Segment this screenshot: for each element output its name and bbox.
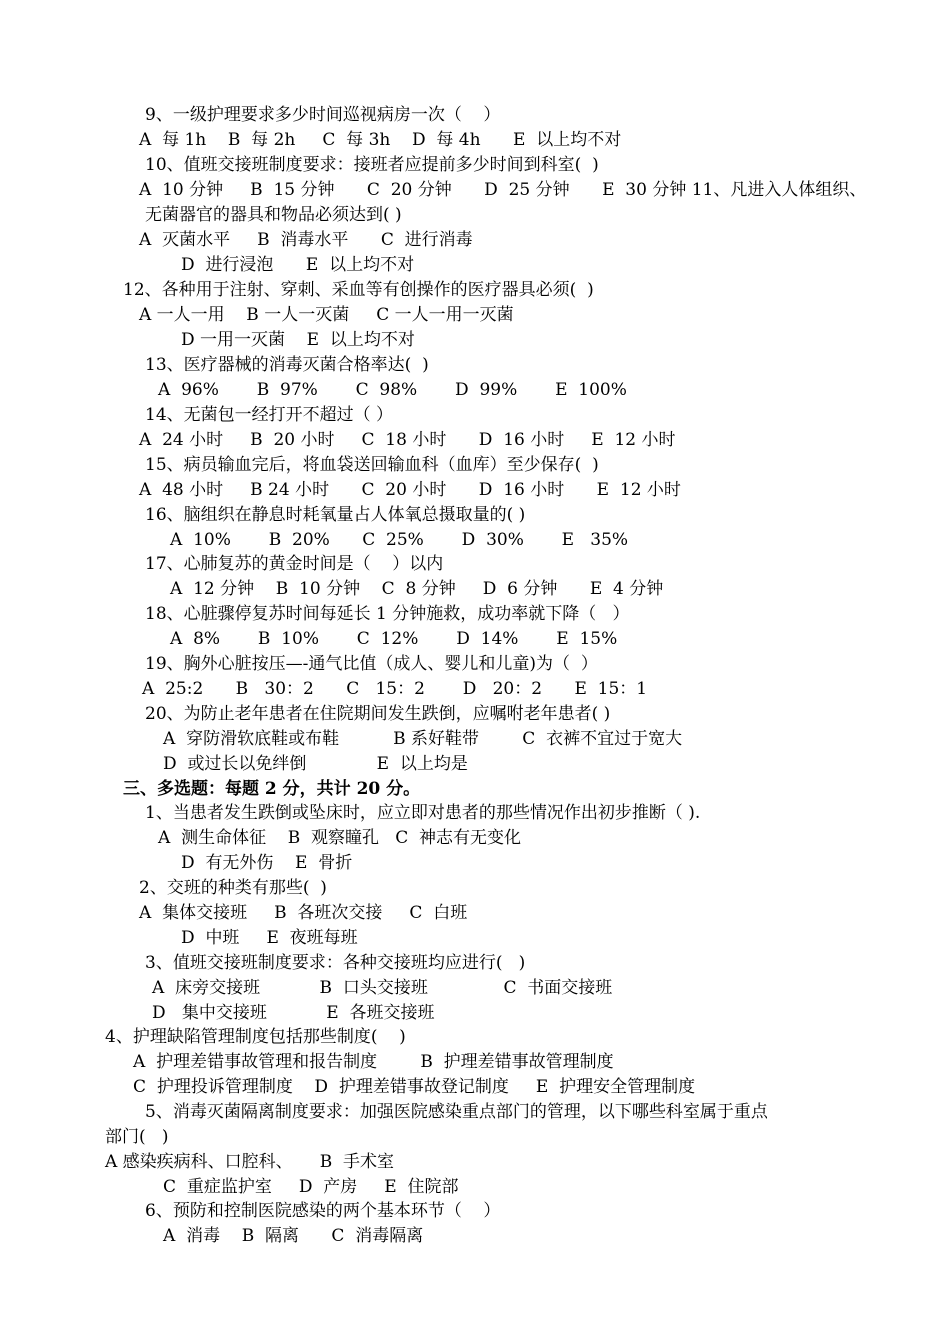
question-11-options-2: D 进行浸泡 E 以上均不对	[181, 255, 415, 275]
question-16: 16、脑组织在静息时耗氧量占人体氧总摄取量的( )	[145, 505, 526, 525]
mc-question-1-options-2: D 有无外伤 E 骨折	[181, 853, 353, 873]
question-20: 20、为防止老年患者在住院期间发生跌倒，应嘱咐老年患者( )	[145, 704, 611, 724]
mc-question-2-options-2: D 中班 E 夜班每班	[181, 928, 358, 948]
question-14: 14、无菌包一经打开不超过（ ）	[145, 405, 394, 425]
mc-question-2-options-1: A 集体交接班 B 各班次交接 C 白班	[139, 903, 468, 923]
question-10-options: A 10 分钟 B 15 分钟 C 20 分钟 D 25 分钟 E 30 分钟 11、凡进入人体组织、	[139, 180, 867, 200]
question-16-options: A 10% B 20% C 25% D 30% E 35%	[170, 530, 629, 550]
mc-question-5: 5、消毒灭菌隔离制度要求：加强医院感染重点部门的管理，以下哪些科室属于重点	[145, 1102, 768, 1122]
mc-question-6: 6、预防和控制医院感染的两个基本环节（ ）	[145, 1201, 501, 1221]
mc-question-3-options-1: A 床旁交接班 B 口头交接班 C 书面交接班	[152, 978, 613, 998]
question-19-options: A 25:2 B 30：2 C 15：2 D 20：2 E 15：1	[142, 679, 648, 699]
mc-question-5-options-2: C 重症监护室 D 产房 E 住院部	[163, 1177, 459, 1197]
mc-question-3: 3、值班交接班制度要求：各种交接班均应进行( )	[145, 953, 526, 973]
question-11-options-1: A 灭菌水平 B 消毒水平 C 进行消毒	[139, 230, 473, 250]
question-19: 19、胸外心脏按压—-通气比值（成人、婴儿和儿童)为（ ）	[145, 654, 598, 674]
question-20-options-1: A 穿防滑软底鞋或布鞋 B 系好鞋带 C 衣裤不宜过于宽大	[163, 729, 683, 749]
mc-question-2: 2、交班的种类有那些( )	[139, 878, 327, 898]
question-10: 10、值班交接班制度要求：接班者应提前多少时间到科室( )	[145, 155, 599, 175]
mc-question-3-options-2: D 集中交接班 E 各班交接班	[152, 1003, 435, 1023]
mc-question-4: 4、护理缺陷管理制度包括那些制度( )	[105, 1027, 406, 1047]
question-17-options: A 12 分钟 B 10 分钟 C 8 分钟 D 6 分钟 E 4 分钟	[170, 579, 664, 599]
question-12-options-2: D 一用一灭菌 E 以上均不对	[181, 330, 415, 350]
mc-question-4-options-2: C 护理投诉管理制度 D 护理差错事故登记制度 E 护理安全管理制度	[133, 1077, 696, 1097]
question-13: 13、医疗器械的消毒灭菌合格率达( )	[145, 355, 429, 375]
question-9-options: A 每 1h B 每 2h C 每 3h D 每 4h E 以上均不对	[139, 130, 622, 150]
question-15: 15、病员输血完后，将血袋送回输血科（血库）至少保存( )	[145, 455, 599, 475]
mc-question-1-options-1: A 测生命体征 B 观察瞳孔 C 神志有无变化	[158, 828, 522, 848]
question-13-options: A 96% B 97% C 98% D 99% E 100%	[158, 380, 627, 400]
mc-question-5-options-1: A 感染疾病科、口腔科、 B 手术室	[105, 1152, 394, 1172]
question-12-options-1: A 一人一用 B 一人一灭菌 C 一人一用一灭菌	[139, 305, 514, 325]
mc-question-4-options-1: A 护理差错事故管理和报告制度 B 护理差错事故管理制度	[133, 1052, 614, 1072]
question-18: 18、心脏骤停复苏时间每延长 1 分钟施救，成功率就下降（ ）	[145, 604, 630, 624]
question-12: 12、各种用于注射、穿刺、采血等有创操作的医疗器具必须( )	[123, 280, 594, 300]
question-9: 9、一级护理要求多少时间巡视病房一次（ ）	[145, 105, 501, 125]
question-18-options: A 8% B 10% C 12% D 14% E 15%	[170, 629, 618, 649]
section-heading-multiple-choice: 三、多选题：每题 2 分，共计 20 分。	[123, 779, 421, 799]
question-20-options-2: D 或过长以免绊倒 E 以上均是	[163, 754, 468, 774]
mc-question-1: 1、当患者发生跌倒或坠床时，应立即对患者的那些情况作出初步推断（ ).	[145, 803, 701, 823]
question-11-continued: 无菌器官的器具和物品必须达到( )	[145, 205, 402, 225]
question-14-options: A 24 小时 B 20 小时 C 18 小时 D 16 小时 E 12 小时	[139, 430, 676, 450]
question-15-options: A 48 小时 B 24 小时 C 20 小时 D 16 小时 E 12 小时	[139, 480, 681, 500]
question-17: 17、心肺复苏的黄金时间是（ ）以内	[145, 554, 444, 574]
mc-question-5-continued: 部门( )	[105, 1127, 169, 1147]
mc-question-6-options: A 消毒 B 隔离 C 消毒隔离	[163, 1226, 424, 1246]
